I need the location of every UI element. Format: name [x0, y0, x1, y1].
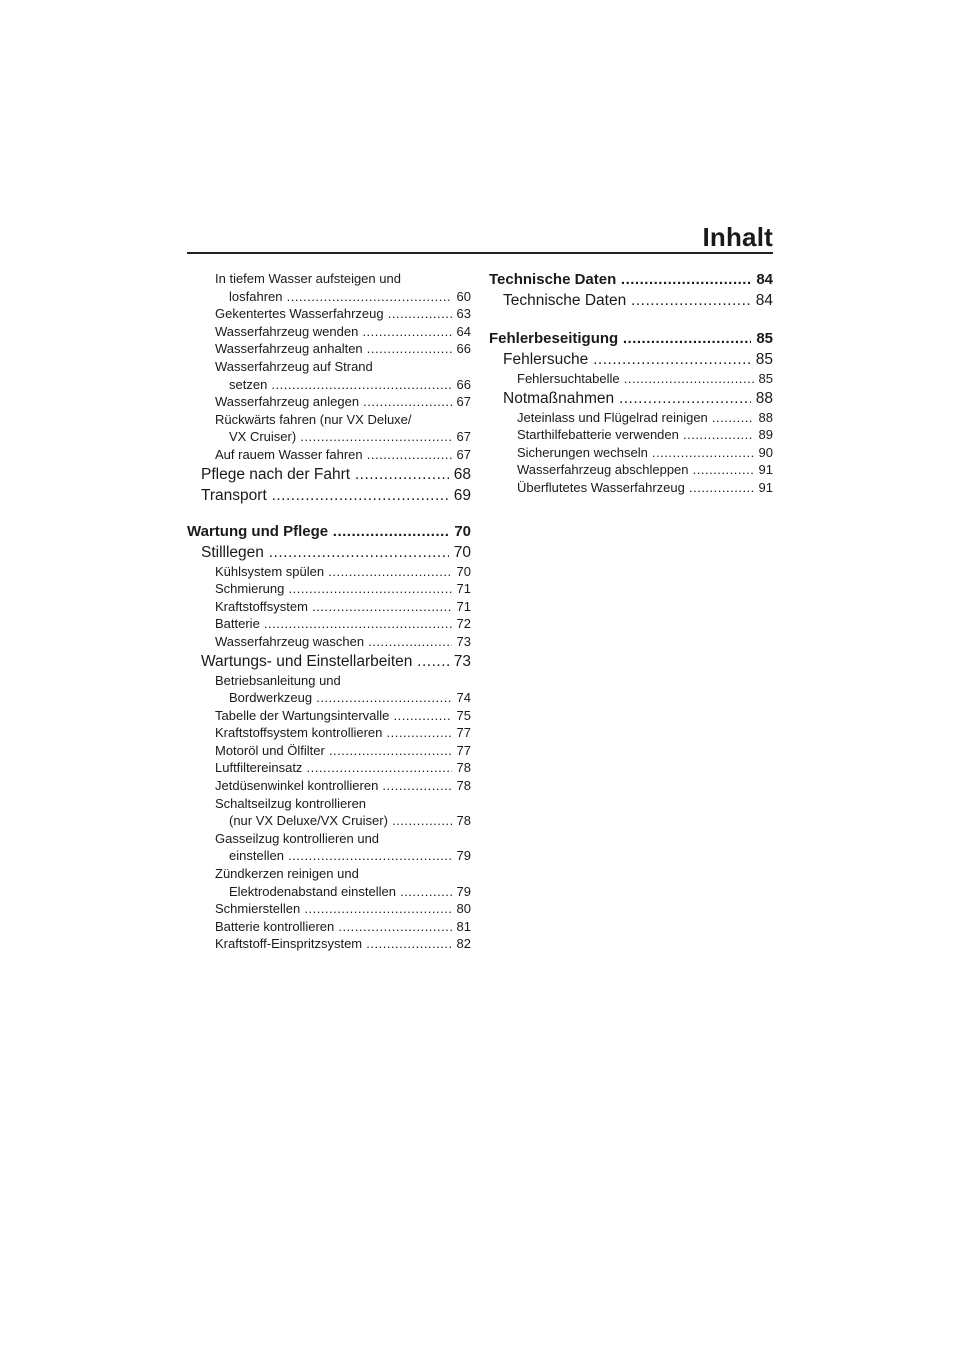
toc-entry-title: Gasseilzug kontrollieren und [215, 830, 380, 846]
toc-entry[interactable] [187, 633, 471, 651]
toc-page-number: 70 [452, 563, 471, 581]
toc-entry[interactable] [187, 651, 471, 672]
toc-page-number: 75 [452, 707, 471, 725]
toc-entry[interactable] [187, 428, 471, 446]
toc-entry[interactable] [187, 812, 471, 830]
toc-entry-line[interactable] [187, 865, 471, 883]
toc-entry-title: Kraftstoff-Einspritzsystem ..... [215, 935, 471, 953]
toc-page-number: 85 [751, 349, 773, 370]
toc-entry-title: Schmierstellen ..... [215, 900, 471, 918]
toc-entry-title: Rückwärts fahren (nur VX Deluxe/ [215, 411, 412, 427]
toc-entry[interactable] [187, 707, 471, 725]
toc-page-number: 70 [449, 522, 471, 542]
toc-entry[interactable] [489, 388, 773, 409]
toc-entry-line[interactable] [187, 795, 471, 813]
toc-page-number: 89 [754, 426, 773, 444]
toc-entry-line[interactable] [187, 672, 471, 690]
toc-entry[interactable] [489, 461, 773, 479]
toc-page-number: 73 [449, 651, 471, 672]
toc-entry-title: Wasserfahrzeug auf Strand [215, 358, 373, 374]
toc-page-number: 91 [754, 479, 773, 497]
toc-page-number: 67 [452, 393, 471, 411]
toc-entry-title: Jetdüsenwinkel kontrollieren ..... [215, 777, 471, 795]
toc-page-number: 64 [452, 323, 471, 341]
toc-entry-title: Stilllegen ..... [201, 542, 471, 563]
toc-page-number: 85 [754, 370, 773, 388]
toc-entry[interactable] [489, 409, 773, 427]
toc-entry-line[interactable] [187, 358, 471, 376]
toc-entry[interactable] [187, 563, 471, 581]
toc-page-number: 67 [452, 446, 471, 464]
toc-entry-title: (nur VX Deluxe/VX Cruiser) ..... [215, 812, 471, 830]
toc-entry-title: Kraftstoffsystem kontrollieren ..... [215, 724, 471, 742]
toc-entry[interactable] [187, 580, 471, 598]
toc-entry-title: Kraftstoffsystem ..... [215, 598, 471, 616]
toc-entry-title: Auf rauem Wasser fahren ..... [215, 446, 471, 464]
toc-entry-title: Wasserfahrzeug anlegen ..... [215, 393, 471, 411]
toc-entry[interactable] [489, 444, 773, 462]
toc-page-number: 79 [452, 883, 471, 901]
toc-entry[interactable] [187, 900, 471, 918]
toc-page-number: 91 [754, 461, 773, 479]
toc-entry[interactable] [187, 323, 471, 341]
toc-page-number: 90 [754, 444, 773, 462]
toc-entry[interactable] [187, 598, 471, 616]
toc-entry[interactable] [489, 370, 773, 388]
toc-entry-title: Transport ..... [201, 485, 471, 506]
toc-entry[interactable] [489, 349, 773, 370]
toc-page-number: 67 [452, 428, 471, 446]
toc-entry[interactable] [187, 340, 471, 358]
toc-entry[interactable] [489, 270, 773, 290]
toc-page-number: 68 [449, 464, 471, 485]
toc-entry[interactable] [489, 290, 773, 311]
toc-page-number: 79 [452, 847, 471, 865]
toc-entry-title: Notmaßnahmen ..... [503, 388, 773, 409]
toc-entry-title: Fehlersuche ..... [503, 349, 773, 370]
toc-page-number: 85 [751, 329, 773, 349]
toc-entry-title: Fehlerbeseitigung ..... [489, 329, 773, 349]
toc-entry-title: Schmierung ..... [215, 580, 471, 598]
toc-entry[interactable] [187, 777, 471, 795]
toc-entry[interactable] [187, 689, 471, 707]
toc-entry-title: Tabelle der Wartungsintervalle ..... [215, 707, 471, 725]
toc-entry-title: Technische Daten ..... [489, 270, 773, 290]
toc-entry-title: Schaltseilzug kontrollieren [215, 795, 367, 811]
page-title: Inhalt [702, 222, 773, 252]
toc-page-number: 72 [452, 615, 471, 633]
toc-entry[interactable] [489, 479, 773, 497]
toc-entry-title: Jeteinlass und Flügelrad reinigen ..... [517, 409, 773, 427]
toc-entry-title: Elektrodenabstand einstellen ..... [215, 883, 471, 901]
toc-entry-title: Sicherungen wechseln ..... [517, 444, 773, 462]
toc-page-number: 74 [452, 689, 471, 707]
toc-entry[interactable] [187, 883, 471, 901]
toc-entry-title: einstellen ..... [215, 847, 471, 865]
toc-page-number: 63 [452, 305, 471, 323]
toc-entry-title: Luftfiltereinsatz ..... [215, 759, 471, 777]
toc-entry-title: Bordwerkzeug ..... [215, 689, 471, 707]
toc-entry[interactable] [187, 376, 471, 394]
toc-page-number: 80 [452, 900, 471, 918]
toc-entry[interactable] [187, 759, 471, 777]
toc-entry[interactable] [187, 522, 471, 542]
toc-entry[interactable] [187, 847, 471, 865]
toc-entry-line[interactable] [187, 411, 471, 429]
toc-entry[interactable] [187, 935, 471, 953]
title-rule [187, 252, 773, 254]
toc-page-number: 84 [751, 270, 773, 290]
toc-entry-title: setzen ..... [215, 376, 471, 394]
toc-page-number: 73 [452, 633, 471, 651]
toc-entry[interactable] [187, 918, 471, 936]
toc-entry[interactable] [187, 288, 471, 306]
toc-page-number: 66 [452, 340, 471, 358]
toc-entry-title: Betriebsanleitung und [215, 672, 341, 688]
toc-entry-title: Batterie kontrollieren ..... [215, 918, 471, 936]
toc-page-number: 78 [452, 759, 471, 777]
toc-entry-title: In tiefem Wasser aufsteigen und [215, 271, 401, 286]
toc-column-right [489, 270, 773, 497]
toc-entry-title: Kühlsystem spülen ..... [215, 563, 471, 581]
toc-page-number: 71 [452, 580, 471, 598]
toc-entry[interactable] [187, 542, 471, 563]
toc-entry-title: Wartung und Pflege ..... [187, 522, 471, 542]
toc-page-number: 71 [452, 598, 471, 616]
toc-entry-title: Zündkerzen reinigen und [215, 866, 359, 882]
toc-page-number: 88 [751, 388, 773, 409]
toc-entry-title: Wasserfahrzeug anhalten ..... [215, 340, 471, 358]
toc-entry-title: Batterie ..... [215, 615, 471, 633]
toc-page-number: 78 [452, 777, 471, 795]
toc-entry-title: Technische Daten ..... [503, 290, 773, 311]
toc-column-left [187, 270, 471, 953]
toc-entry-title: VX Cruiser) ..... [215, 428, 471, 446]
toc-entry[interactable] [187, 742, 471, 760]
toc-page-number: 88 [754, 409, 773, 427]
toc-entry[interactable] [187, 615, 471, 633]
toc-entry-title: losfahren ..... [215, 288, 471, 306]
toc-entry-title: Fehlersuchtabelle ..... [517, 370, 773, 388]
toc-page-number: 82 [452, 935, 471, 953]
toc-entry-title: Wasserfahrzeug waschen ..... [215, 633, 471, 651]
toc-entry[interactable] [187, 485, 471, 506]
toc-entry-title: Wartungs- und Einstellarbeiten ..... [201, 651, 471, 672]
toc-page-number: 84 [751, 290, 773, 311]
toc-page-number: 78 [452, 812, 471, 830]
toc-entry[interactable] [187, 724, 471, 742]
toc-entry-title: Starthilfebatterie verwenden ..... [517, 426, 773, 444]
toc-entry[interactable] [187, 446, 471, 464]
toc-page-number: 81 [452, 918, 471, 936]
toc-page-number: 77 [452, 724, 471, 742]
toc-page-number: 70 [449, 542, 471, 563]
toc-entry-title: Gekentertes Wasserfahrzeug ..... [215, 305, 471, 323]
toc-entry-line[interactable] [187, 830, 471, 848]
toc-entry-title: Wasserfahrzeug abschleppen ..... [517, 461, 773, 479]
toc-entry[interactable] [187, 464, 471, 485]
toc-entry-title: Pflege nach der Fahrt ..... [201, 464, 471, 485]
toc-page-number: 77 [452, 742, 471, 760]
toc-page-number: 60 [452, 288, 471, 306]
toc-entry-title: Überflutetes Wasserfahrzeug ..... [517, 479, 773, 497]
toc-entry[interactable] [187, 305, 471, 323]
toc-page-number: 66 [452, 376, 471, 394]
toc-entry-line[interactable] [187, 270, 471, 288]
toc-entry-title: Motoröl und Ölfilter ..... [215, 742, 471, 760]
toc-entry[interactable] [489, 329, 773, 349]
toc-page-number: 69 [449, 485, 471, 506]
toc-entry[interactable] [187, 393, 471, 411]
toc-entry-title: Wasserfahrzeug wenden ..... [215, 323, 471, 341]
toc-entry[interactable] [489, 426, 773, 444]
